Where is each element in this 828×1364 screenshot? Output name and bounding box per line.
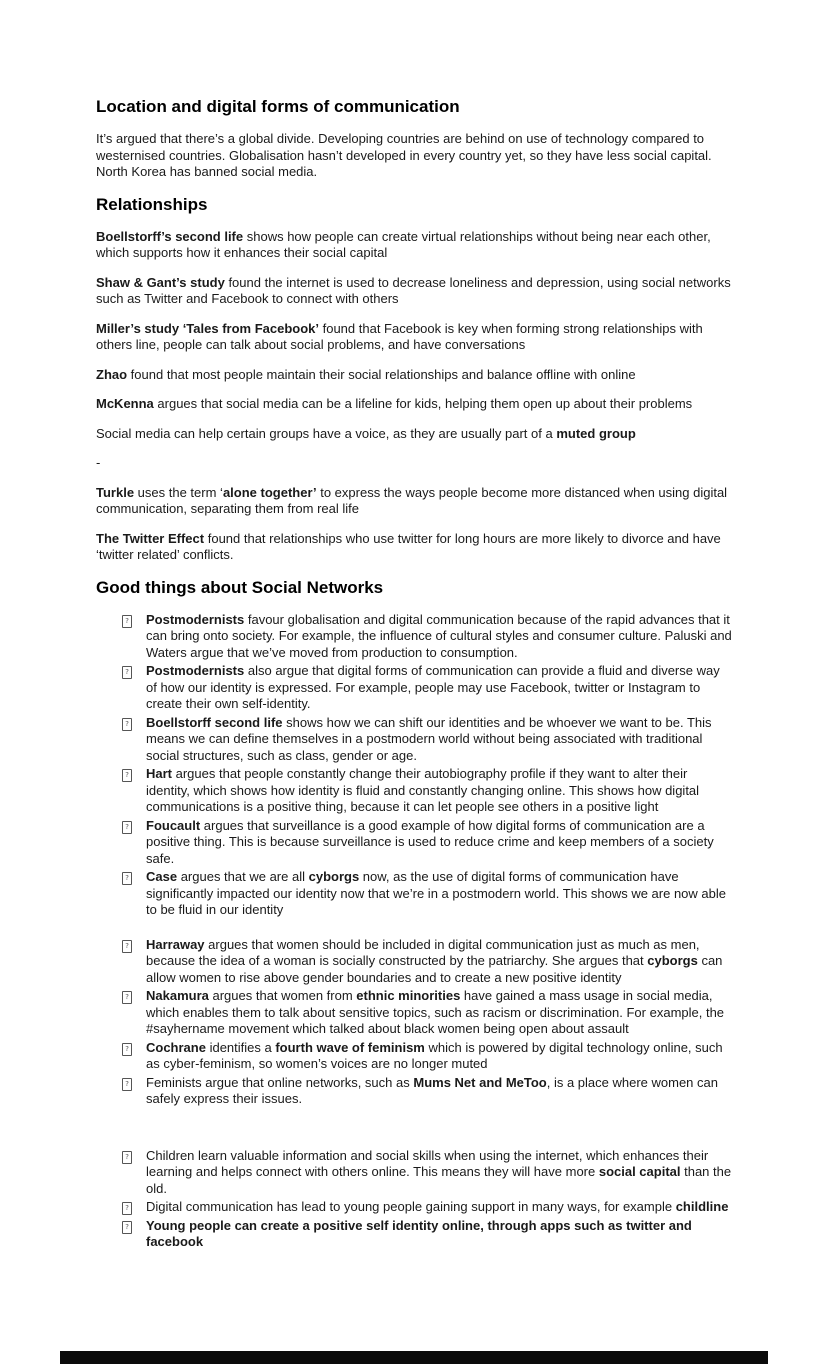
text-run: can allow women to rise above gender boundaries and to create a new positive identity [146, 953, 723, 985]
text-run: argues that we are all [177, 869, 309, 884]
bold-text-run: Shaw & Gant’s study [96, 274, 225, 290]
text-run: Social media can help certain groups have a voice, as they are usually part of a [96, 425, 557, 441]
bold-text-run: social capital [598, 1164, 681, 1179]
bold-text-run: McKenna [96, 396, 154, 411]
bold-text-run: cyborgs [647, 953, 698, 968]
bold-text-run: Cochrane [146, 1039, 206, 1055]
missing-glyph-bullet-icon: ? [122, 940, 132, 953]
text-run: favour globalisation and digital communication because of the rapid advances that it can bring onto society. For example, the influence of cultural styles and consumer culture. Paluski and Waters argue that we’ve moved from production to consumption. [146, 611, 732, 660]
text-run: Relationships [96, 194, 208, 214]
paragraph [96, 229, 732, 262]
bold-text-run: Turkle [96, 484, 135, 500]
list-item [122, 937, 732, 987]
text-run: argues that women from [208, 988, 357, 1003]
bold-text-run: Mums Net and MeToo [413, 1074, 547, 1090]
missing-glyph-bullet-icon: ? [122, 872, 132, 885]
missing-glyph-bullet-icon: ? [122, 718, 132, 731]
missing-glyph-bullet-icon: ? [122, 666, 132, 679]
list-item [122, 1075, 732, 1108]
missing-glyph-bullet-icon: ? [122, 769, 132, 782]
bold-text-run: muted group [556, 425, 636, 441]
list-item-text [146, 1040, 732, 1073]
list-item-text [146, 818, 732, 868]
list-item [122, 1218, 732, 1251]
list-item-text [146, 937, 732, 987]
text-run: shows how people can create virtual relationships without being near each other, which supports how it enhances their social capital [96, 228, 711, 260]
paragraph [96, 131, 732, 181]
paragraph [96, 531, 732, 564]
bold-text-run: ethnic minorities [356, 988, 461, 1003]
text-run: Location and digital forms of communication [96, 97, 460, 116]
text-run: - [96, 455, 101, 470]
text-run: It’s argued that there’s a global divide. Developing countries are behind on use of technology compared to westernised countries. Globalisation hasn’t developed in every country yet, so they have less social capital. North Korea has banned social media. [96, 131, 712, 179]
missing-glyph-bullet-icon: ? [122, 991, 132, 1004]
list-item [122, 818, 732, 868]
bold-text-run: childline [675, 1199, 729, 1214]
list-item [122, 715, 732, 765]
paragraph [96, 426, 732, 443]
list-item-text [146, 612, 732, 662]
text-run: now, as the use of digital forms of communication have significantly impacted our identity now that we’re in a postmodern world. This shows we are now able to be fluid in our identity [146, 869, 726, 917]
list-item [122, 869, 732, 919]
list-item-text [146, 715, 732, 765]
spacer [96, 1110, 732, 1148]
list-item-text [146, 869, 732, 919]
list-item-text [146, 766, 732, 816]
text-run: identifies a [205, 1039, 276, 1055]
bold-text-run: Foucault [146, 817, 201, 833]
missing-glyph-bullet-icon: ? [122, 1151, 132, 1164]
list-item [122, 988, 732, 1038]
section-heading [96, 96, 732, 118]
list-item [122, 1040, 732, 1073]
bold-text-run: Nakamura [146, 988, 209, 1003]
text-run: to express the ways people become more distanced when using digital communication, separating them from real life [96, 484, 728, 516]
text-run: found that most people maintain their social relationships and balance offline with online [127, 366, 636, 382]
bold-text-run: cyborgs [308, 869, 360, 884]
text-run: shows how we can shift our identities and be whoever we want to be. This means we can define themselves in a postmodern world without being associated with traditional social structures, such as class, gender or age. [146, 714, 712, 763]
section-heading [96, 194, 732, 216]
bold-text-run: Boellstorff’s second life [96, 228, 244, 244]
text-run: also argue that digital forms of communication can provide a fluid and diverse way of how our identity is expressed. For example, people may use Facebook, twitter or Instagram to create their own self-identity. [146, 663, 720, 711]
text-run: uses the term ‘ [134, 484, 223, 500]
missing-glyph-bullet-icon: ? [122, 1221, 132, 1234]
bold-text-run: Miller’s study ‘Tales from Facebook’ [96, 320, 319, 336]
bold-text-run: Postmodernists [146, 611, 245, 627]
text-run: Good things about Social Networks [96, 577, 384, 597]
bold-text-run: fourth wave of feminism [275, 1039, 425, 1055]
bold-text-run: Hart [146, 766, 173, 781]
spacer [96, 921, 732, 937]
list-item [122, 1199, 732, 1216]
text-run: Feminists argue that online networks, such as [146, 1074, 414, 1090]
text-run: found that Facebook is key when forming strong relationships with others line, people can talk about social problems, and have conversations [96, 320, 703, 352]
bold-text-run: Zhao [96, 366, 128, 382]
missing-glyph-bullet-icon: ? [122, 1078, 132, 1091]
bold-text-run: Postmodernists [146, 663, 245, 678]
list-item [122, 766, 732, 816]
bold-text-run: The Twitter Effect [96, 530, 205, 546]
section-heading [96, 577, 732, 599]
text-run: found the internet is used to decrease loneliness and depression, using social networks such as Twitter and Facebook to connect with others [96, 274, 731, 306]
text-run: argues that surveillance is a good example of how digital forms of communication are a positive thing. This is because surveillance is used to reduce crime and keep members of a society safe. [146, 817, 714, 866]
text-run: , is a place where women can safely express their issues. [146, 1074, 718, 1106]
text-run: argues that women should be included in digital communication just as much as men, because the idea of a woman is socially constructed by the patriarchy. She argues that [146, 936, 700, 968]
paragraph [96, 396, 732, 413]
paragraph [96, 275, 732, 308]
list-item-text [146, 1148, 732, 1198]
list-item [122, 1148, 732, 1198]
list-item-text [146, 1199, 732, 1216]
list-item-text [146, 988, 732, 1038]
text-run: found that relationships who use twitter for long hours are more likely to divorce and have ‘twitter related’ conflicts. [96, 530, 721, 562]
text-run: argues that people constantly change their autobiography profile if they want to alter their identity, which shows how identity is fluid and constantly changing online. This shows how digital communications is a positive thing, because it can let people see others in a positive light [146, 766, 700, 814]
list-item [122, 663, 732, 713]
missing-glyph-bullet-icon: ? [122, 1043, 132, 1056]
text-run: Digital communication has lead to young people gaining support in many ways, for example [146, 1199, 676, 1214]
list-item [122, 612, 732, 662]
paragraph [96, 367, 732, 384]
bold-text-run: Boellstorff second life [146, 714, 283, 730]
text-run: than the old. [146, 1164, 732, 1196]
text-run: have gained a mass usage in social media, which enables them to talk about sensitive topics, such as racism or discrimination. For example, the #sayhername movement which talked about black women being open about assault [146, 988, 725, 1036]
list-item-text [146, 1218, 732, 1251]
missing-glyph-bullet-icon: ? [122, 615, 132, 628]
paragraph [96, 455, 732, 472]
missing-glyph-bullet-icon: ? [122, 821, 132, 834]
paragraph [96, 321, 732, 354]
bold-text-run: Case [146, 869, 178, 884]
page-break-bar [60, 1351, 768, 1364]
text-run: which is powered by digital technology online, such as cyber-feminism, so women’s voices are no longer muted [146, 1039, 723, 1071]
list-item-text [146, 663, 732, 713]
bold-text-run: alone together’ [222, 484, 317, 500]
bold-text-run: Young people can create a positive self identity online, through apps such as twitter and facebook [146, 1217, 692, 1249]
list-item-text [146, 1075, 732, 1108]
missing-glyph-bullet-icon: ? [122, 1202, 132, 1215]
text-run: argues that social media can be a lifeline for kids, helping them open up about their problems [153, 396, 693, 411]
paragraph [96, 485, 732, 518]
bold-text-run: Harraway [146, 936, 205, 952]
text-run: Children learn valuable information and social skills when using the internet, which enhances their learning and helps connect with others online. This means they will have more [146, 1147, 709, 1179]
